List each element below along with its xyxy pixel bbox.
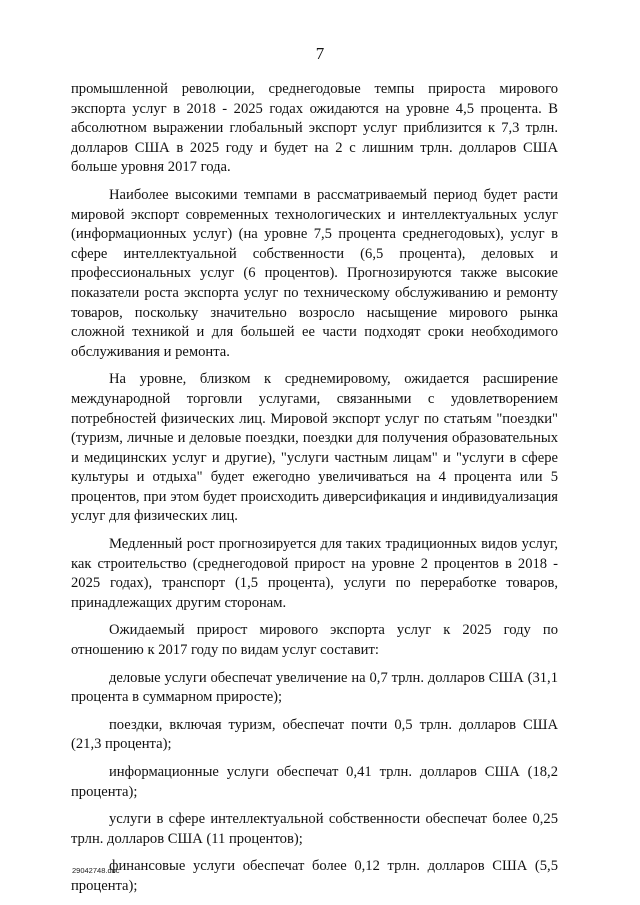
list-item: услуги в сфере интеллектуальной собственности обеспечат более 0,25 трлн. долларов США (11 процентов); [71, 811, 558, 847]
list-item: деловые услуги обеспечат увеличение на 0,7 трлн. долларов США (31,1 процента в суммарном приросте); [71, 669, 558, 706]
page-number: 7 [315, 44, 325, 63]
paragraph: На уровне, близком к среднемировому, ожидается расширение международной торговли услугами, связанными с удовлетворением потребностей физических лиц. Мировой экспорт услуг по статьям "поездки" (туризм, личные и деловые поездки, поездки для получения образовательных и медицинских услуг и другие), "услуги частным лицам" и "услуги в сфере культуры и отдыха" будет ежегодно увеличиваться на 4 процента или 5 процентов, при этом будет происходить диверсификация и индивидуализация услуг для физических лиц. [71, 371, 558, 525]
paragraph: Ожидаемый прирост мирового экспорта услуг к 2025 году по отношению к 2017 году по видам услуг составит: [71, 622, 558, 659]
list-item: финансовые услуги обеспечат более 0,12 трлн. долларов США (5,5 процента); [71, 858, 558, 894]
list-item: поездки, включая туризм, обеспечат почти 0,5 трлн. долларов США (21,3 процента); [71, 716, 558, 753]
paragraph: Наиболее высокими темпами в рассматриваемый период будет расти мировой экспорт современных технологических и интеллектуальных услуг (информационных услуг) (на уровне 7,5 процента среднегодовых), услуг в сфере интеллектуальной собственности (6,5 процента), деловых и профессиональных услуг (6 процентов). Прогнозируются также высокие показатели роста экспорта услуг по техническому обслуживанию и ремонту товаров, поскольку значительно возросло насыщение мирового рынка сложной техникой и для большей ее части подходят сроки необходимого обслуживания и ремонта. [71, 186, 558, 360]
footer-filename: 29042748.doc [72, 866, 120, 875]
document-body [71, 80, 558, 897]
list-item: информационные услуги обеспечат 0,41 трлн. долларов США (18,2 процента); [71, 764, 558, 800]
paragraph: промышленной революции, среднегодовые темпы прироста мирового экспорта услуг в 2018 - 2025 годах ожидаются на уровне 4,5 процента. В абсолютном выражении глобальный экспорт услуг приблизится к 7,3 трлн. долларов США в 2025 году и будет на 2 с лишним трлн. долларов США больше уровня 2017 года. [71, 81, 558, 176]
paragraph: Медленный рост прогнозируется для таких традиционных видов услуг, как строительство (среднегодовой прирост на уровне 2 процентов в 2018 - 2025 годах), транспорт (1,5 процента), услуги по переработке товаров, принадлежащих другим сторонам. [71, 536, 558, 611]
